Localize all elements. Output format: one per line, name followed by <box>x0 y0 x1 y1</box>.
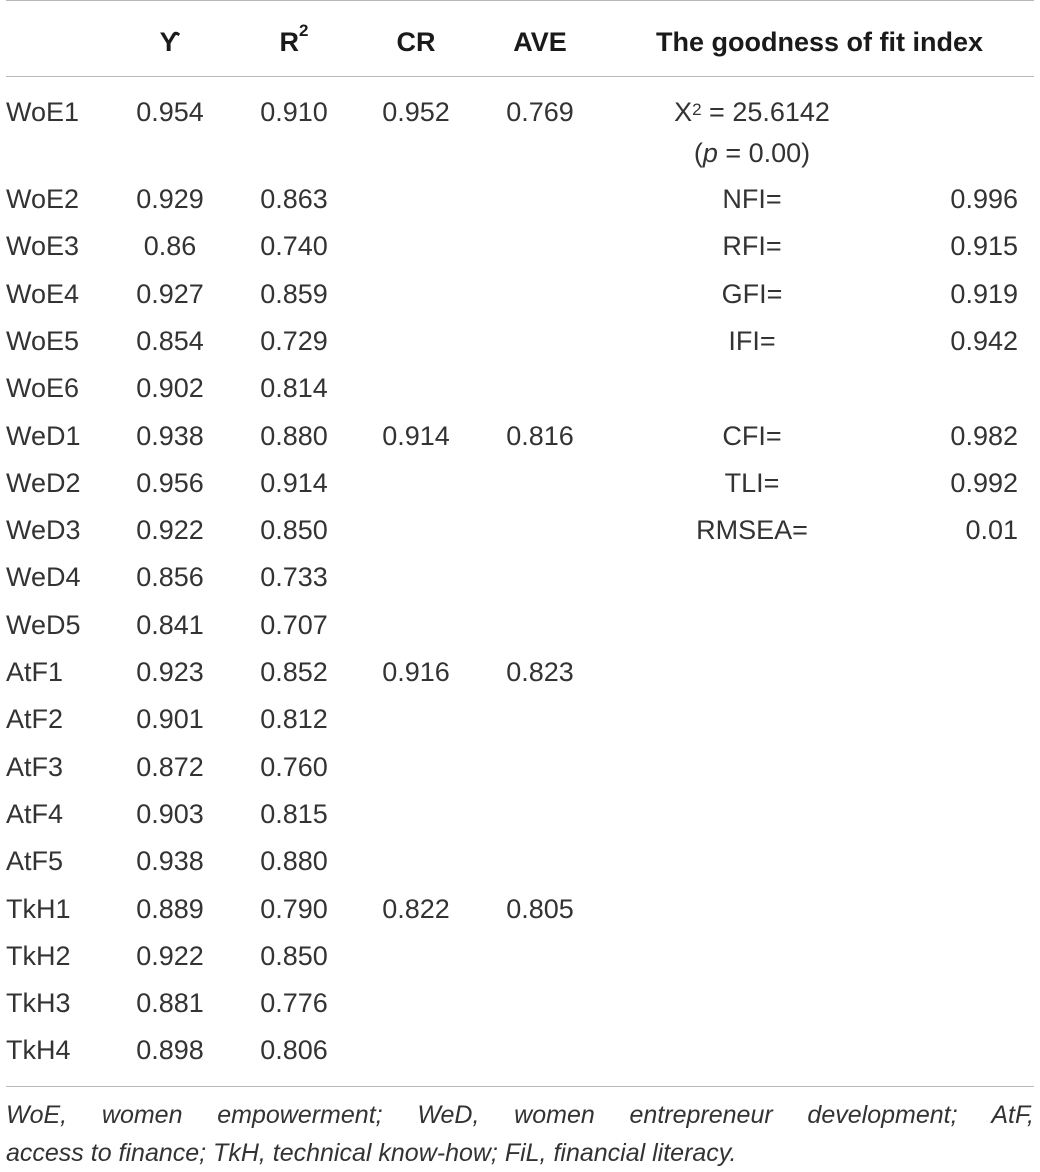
cr-value: 0.916 <box>382 657 450 687</box>
r2-value: 0.812 <box>260 704 328 735</box>
bottom-rule <box>6 1086 1034 1087</box>
upsilon-value: 0.841 <box>136 609 204 640</box>
cr-value <box>356 321 476 361</box>
cr-value <box>356 274 476 314</box>
row-label: WeD2 <box>6 467 81 498</box>
row-label: TkH4 <box>6 1035 71 1066</box>
r2-value: 0.776 <box>260 988 328 1019</box>
r2-value: 0.880 <box>260 420 328 451</box>
cr-value <box>356 510 476 550</box>
footnote-line-1: WoE, women empowerment; WeD, women entrepreneur development; AtF, <box>6 1101 1034 1129</box>
p-value: = 0.00) <box>717 138 811 168</box>
fit-index-name: IFI= <box>728 325 776 356</box>
upsilon-value: 0.929 <box>136 184 204 214</box>
fit-index-name: TLI= <box>724 467 780 498</box>
cr-value <box>356 226 476 266</box>
ave-value <box>480 841 600 881</box>
upsilon-value: 0.938 <box>136 420 204 451</box>
cr-value <box>356 605 476 645</box>
fit-index-name: RFI= <box>722 231 782 262</box>
r2-value: 0.863 <box>260 184 328 214</box>
chi-square-symbol: X <box>674 97 693 127</box>
fit-index-value <box>880 368 1018 408</box>
header-r2-base: R <box>279 27 300 57</box>
upsilon-value: 0.922 <box>136 940 204 971</box>
r2-value: 0.852 <box>260 657 328 687</box>
header-r2-sup: 2 <box>299 21 309 40</box>
header-upsilon-text: ϒ <box>159 27 181 57</box>
chi-square <box>622 92 882 132</box>
ave-value <box>480 226 600 266</box>
r2-value: 0.814 <box>260 373 328 404</box>
ave-value <box>480 605 600 645</box>
upsilon-value: 0.86 <box>143 231 197 262</box>
cr-value <box>356 936 476 976</box>
ave-value <box>480 747 600 787</box>
r2-value: 0.740 <box>260 231 328 262</box>
ave-value: 0.816 <box>506 420 574 451</box>
cr-value <box>356 368 476 408</box>
upsilon-value: 0.902 <box>136 373 204 404</box>
header-cr: CR <box>396 27 436 57</box>
chi-square-value: = 25.6142 <box>701 97 830 127</box>
r2-value: 0.850 <box>260 940 328 971</box>
cr-value <box>356 983 476 1023</box>
p-open: ( <box>693 138 703 168</box>
header-rule <box>6 76 1034 77</box>
ave-value <box>480 179 600 219</box>
r2-value: 0.760 <box>260 751 328 782</box>
cr-value <box>356 179 476 219</box>
upsilon-value: 0.954 <box>136 97 204 127</box>
upsilon-value: 0.923 <box>136 657 204 687</box>
footnote-line-2: access to finance; TkH, technical know-how; FiL, financial literacy. <box>6 1139 737 1167</box>
cr-value <box>356 699 476 739</box>
fit-index-value: 0.01 <box>965 515 1018 546</box>
row-label: WoE5 <box>6 325 80 356</box>
fit-index-value: 0.942 <box>950 325 1018 356</box>
upsilon-value: 0.901 <box>136 704 204 735</box>
upsilon-value: 0.881 <box>136 988 204 1019</box>
row-label: AtF5 <box>6 846 64 877</box>
fit-index-value: 0.919 <box>950 278 1018 309</box>
ave-value <box>480 321 600 361</box>
ave-value: 0.769 <box>506 97 574 127</box>
row-label: WoE2 <box>6 184 80 214</box>
header-ave: AVE <box>513 27 567 57</box>
ave-value <box>480 463 600 503</box>
cr-value <box>356 463 476 503</box>
r2-value: 0.815 <box>260 798 328 829</box>
header-r2 <box>234 20 354 64</box>
cr-value <box>356 1030 476 1070</box>
fit-index-value: 0.992 <box>950 467 1018 498</box>
header-fit: The goodness of fit index <box>656 27 984 57</box>
chi-square-sup: 2 <box>692 100 702 119</box>
p-symbol: p <box>702 138 718 168</box>
fit-index-name <box>622 368 882 408</box>
ave-value <box>480 510 600 550</box>
r2-value: 0.707 <box>260 609 328 640</box>
r2-value: 0.910 <box>260 97 328 127</box>
upsilon-value: 0.927 <box>136 278 204 309</box>
upsilon-value: 0.889 <box>136 893 204 924</box>
row-label: WoE4 <box>6 278 80 309</box>
ave-value <box>480 1030 600 1070</box>
ave-value <box>480 794 600 834</box>
row-label: AtF1 <box>6 657 64 687</box>
fit-index-name: RMSEA= <box>696 515 808 546</box>
row-label: WeD5 <box>6 609 81 640</box>
cr-value: 0.822 <box>382 893 450 924</box>
fit-index-value: 0.996 <box>950 184 1018 214</box>
ave-value: 0.823 <box>506 657 574 687</box>
header-upsilon <box>110 20 230 64</box>
r2-value: 0.733 <box>260 562 328 593</box>
row-label: WoE6 <box>6 373 80 404</box>
footnote <box>6 1096 1034 1172</box>
upsilon-value: 0.956 <box>136 467 204 498</box>
row-label: WeD1 <box>6 420 81 451</box>
r2-value: 0.880 <box>260 846 328 877</box>
upsilon-value: 0.903 <box>136 798 204 829</box>
row-label: AtF3 <box>6 751 64 782</box>
fit-index-name: NFI= <box>722 184 782 214</box>
cr-value: 0.952 <box>382 97 450 127</box>
fit-index-value: 0.982 <box>950 420 1018 451</box>
r2-value: 0.914 <box>260 467 328 498</box>
upsilon-value: 0.938 <box>136 846 204 877</box>
fit-index-name: GFI= <box>721 278 783 309</box>
row-label: TkH1 <box>6 893 71 924</box>
fit-index-value: 0.915 <box>950 231 1018 262</box>
top-rule <box>6 0 1034 1</box>
row-label: WoE1 <box>6 97 80 127</box>
ave-value <box>480 983 600 1023</box>
row-label: TkH2 <box>6 940 71 971</box>
row-label: AtF4 <box>6 798 64 829</box>
ave-value <box>480 936 600 976</box>
chi-square-p <box>622 133 882 173</box>
row-label: TkH3 <box>6 988 71 1019</box>
upsilon-value: 0.898 <box>136 1035 204 1066</box>
ave-value <box>480 274 600 314</box>
upsilon-value: 0.872 <box>136 751 204 782</box>
ave-value <box>480 699 600 739</box>
r2-value: 0.806 <box>260 1035 328 1066</box>
upsilon-value: 0.922 <box>136 515 204 546</box>
row-label: WeD3 <box>6 515 81 546</box>
row-label: AtF2 <box>6 704 64 735</box>
r2-value: 0.859 <box>260 278 328 309</box>
row-label: WeD4 <box>6 562 81 593</box>
ave-value <box>480 557 600 597</box>
cr-value <box>356 557 476 597</box>
cr-value <box>356 747 476 787</box>
ave-value: 0.805 <box>506 893 574 924</box>
ave-value <box>480 368 600 408</box>
row-label: WoE3 <box>6 231 80 262</box>
upsilon-value: 0.856 <box>136 562 204 593</box>
upsilon-value: 0.854 <box>136 325 204 356</box>
cr-value <box>356 794 476 834</box>
r2-value: 0.729 <box>260 325 328 356</box>
cr-value <box>356 841 476 881</box>
fit-index-name: CFI= <box>722 420 782 451</box>
r2-value: 0.790 <box>260 893 328 924</box>
cr-value: 0.914 <box>382 420 450 451</box>
r2-value: 0.850 <box>260 515 328 546</box>
